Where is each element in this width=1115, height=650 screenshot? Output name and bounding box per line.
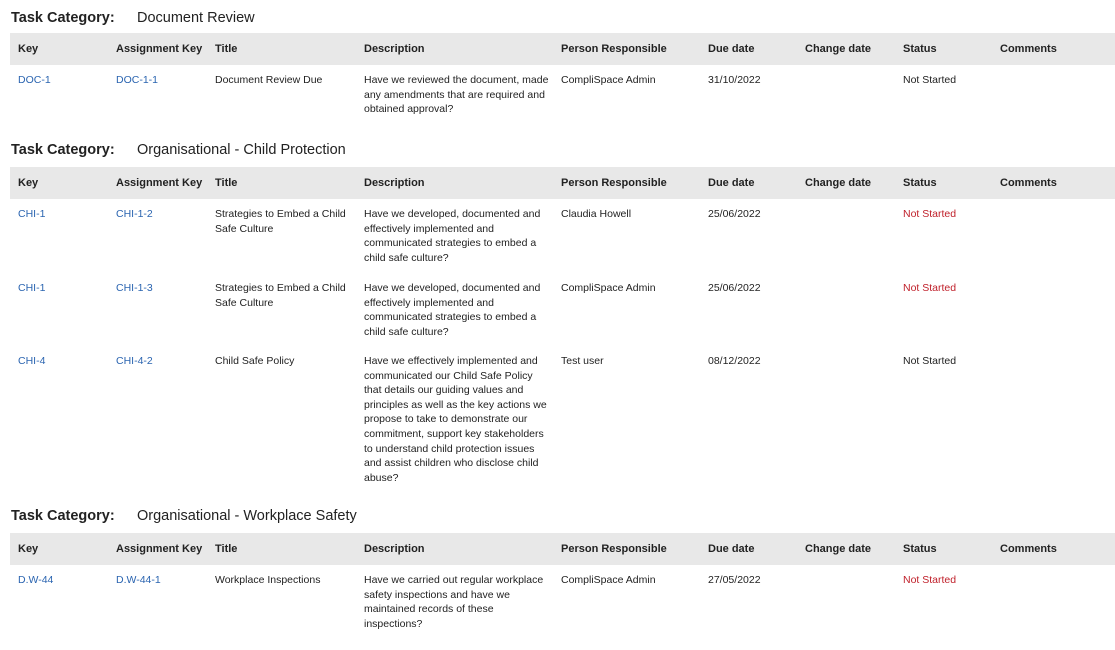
due-date: 08/12/2022: [708, 355, 761, 367]
key-link[interactable]: CHI-4: [18, 355, 46, 367]
header-person-responsible[interactable]: Person Responsible: [561, 43, 667, 55]
category-name: Document Review: [137, 10, 255, 26]
header-due-date[interactable]: Due date: [708, 177, 755, 189]
table-row: [10, 273, 1115, 346]
header-comments[interactable]: Comments: [1000, 543, 1057, 555]
task-description: Have we carried out regular workplace safety inspections and have we maintained records of these inspections?: [364, 574, 544, 630]
assignment-key-link[interactable]: CHI-1-3: [116, 282, 153, 294]
category-heading: [0, 7, 1115, 29]
header-assignment-key[interactable]: Assignment Key: [116, 43, 203, 55]
table-row: [10, 565, 1115, 639]
person-responsible: CompliSpace Admin: [561, 574, 656, 586]
key-link[interactable]: CHI-1: [18, 282, 46, 294]
header-status[interactable]: Status: [903, 177, 937, 189]
header-key[interactable]: Key: [18, 543, 39, 555]
task-description: Have we developed, documented and effectively implemented and communicated strategies to embed a child safe culture?: [364, 282, 541, 338]
header-title[interactable]: Title: [215, 543, 238, 555]
header-comments[interactable]: Comments: [1000, 43, 1057, 55]
header-key[interactable]: Key: [18, 43, 39, 55]
task-category-child-protection: [0, 139, 1115, 486]
table-header: [10, 167, 1115, 199]
status: Not Started: [903, 74, 957, 86]
header-due-date[interactable]: Due date: [708, 43, 755, 55]
table-header: [10, 33, 1115, 65]
status: Not Started: [903, 282, 957, 294]
category-name: Organisational - Child Protection: [137, 142, 346, 158]
task-category-workplace-safety: [0, 505, 1115, 639]
task-description: Have we reviewed the document, made any amendments that are required and obtained approval?: [364, 74, 549, 116]
key-link[interactable]: DOC-1: [18, 74, 51, 86]
header-key[interactable]: Key: [18, 177, 39, 189]
person-responsible: CompliSpace Admin: [561, 282, 656, 294]
header-description[interactable]: Description: [364, 177, 425, 189]
assignment-key-link[interactable]: CHI-1-2: [116, 208, 153, 220]
category-label: Task Category:: [11, 142, 115, 158]
table-row: [10, 65, 1115, 125]
key-link[interactable]: D.W-44: [18, 574, 54, 586]
status: Not Started: [903, 355, 957, 367]
category-heading: [0, 505, 1115, 527]
due-date: 25/06/2022: [708, 282, 761, 294]
header-person-responsible[interactable]: Person Responsible: [561, 177, 667, 189]
header-assignment-key[interactable]: Assignment Key: [116, 543, 203, 555]
due-date: 31/10/2022: [708, 74, 761, 86]
person-responsible: Claudia Howell: [561, 208, 632, 220]
header-change-date[interactable]: Change date: [805, 43, 872, 55]
due-date: 25/06/2022: [708, 208, 761, 220]
task-category-document-review: [0, 7, 1115, 125]
person-responsible: Test user: [561, 355, 604, 367]
header-assignment-key[interactable]: Assignment Key: [116, 177, 203, 189]
header-status[interactable]: Status: [903, 543, 937, 555]
table-header: [10, 533, 1115, 565]
task-description: Have we effectively implemented and communicated our Child Safe Policy that details our guiding values and principles as well as the key actions we propose to take to demonstrate our commitment, support key stakeholders to understand child protection issues and assist children who disclose child abuse?: [364, 355, 547, 484]
header-person-responsible[interactable]: Person Responsible: [561, 543, 667, 555]
due-date: 27/05/2022: [708, 574, 761, 586]
category-name: Organisational - Workplace Safety: [137, 508, 357, 524]
task-description: Have we developed, documented and effectively implemented and communicated strategies to embed a child safe culture?: [364, 208, 541, 264]
status: Not Started: [903, 574, 957, 586]
status: Not Started: [903, 208, 957, 220]
header-status[interactable]: Status: [903, 43, 937, 55]
task-title: Child Safe Policy: [215, 355, 295, 367]
table-row: [10, 346, 1115, 486]
header-change-date[interactable]: Change date: [805, 177, 872, 189]
header-change-date[interactable]: Change date: [805, 543, 872, 555]
assignment-key-link[interactable]: D.W-44-1: [116, 574, 161, 586]
header-description[interactable]: Description: [364, 543, 425, 555]
key-link[interactable]: CHI-1: [18, 208, 46, 220]
header-title[interactable]: Title: [215, 177, 238, 189]
header-title[interactable]: Title: [215, 43, 238, 55]
header-due-date[interactable]: Due date: [708, 543, 755, 555]
category-label: Task Category:: [11, 10, 115, 26]
task-title: Document Review Due: [215, 74, 323, 86]
header-comments[interactable]: Comments: [1000, 177, 1057, 189]
assignment-key-link[interactable]: DOC-1-1: [116, 74, 159, 86]
task-title: Workplace Inspections: [215, 574, 321, 586]
task-title: Strategies to Embed a Child Safe Culture: [215, 282, 346, 309]
person-responsible: CompliSpace Admin: [561, 74, 656, 86]
assignment-key-link[interactable]: CHI-4-2: [116, 355, 153, 367]
task-title: Strategies to Embed a Child Safe Culture: [215, 208, 346, 235]
category-heading: [0, 139, 1115, 161]
header-description[interactable]: Description: [364, 43, 425, 55]
table-row: [10, 199, 1115, 273]
category-label: Task Category:: [11, 508, 115, 524]
